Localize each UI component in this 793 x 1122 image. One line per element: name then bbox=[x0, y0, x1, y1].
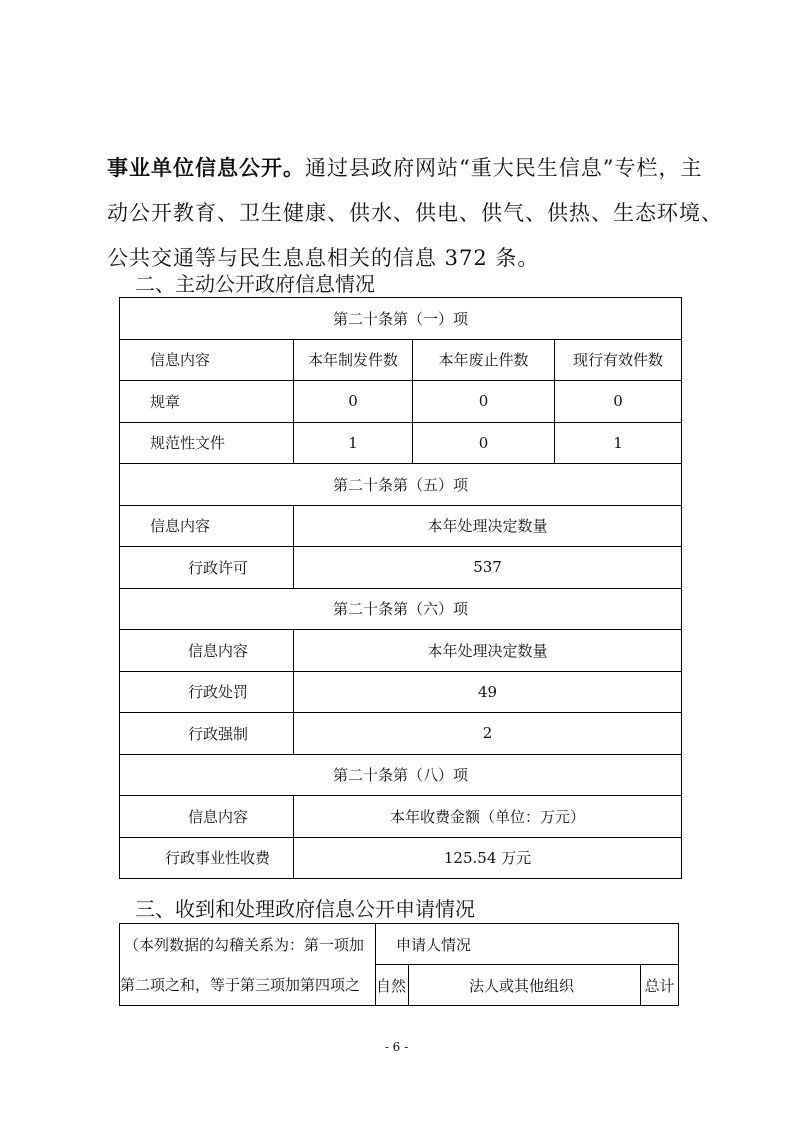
col-legal: 法人或其他组织 bbox=[409, 965, 641, 1006]
col-total: 总计 bbox=[641, 965, 679, 1006]
table-row bbox=[120, 547, 682, 589]
cell-issued: 1 bbox=[294, 422, 413, 464]
paragraph-lead: 事业单位信息公开。 bbox=[107, 156, 305, 180]
col-header-amount: 本年收费金额（单位：万元） bbox=[294, 796, 682, 838]
table-row bbox=[120, 422, 682, 464]
table-row bbox=[120, 837, 682, 879]
col-header-count: 本年处理决定数量 bbox=[294, 505, 682, 547]
section3-title: 三、收到和处理政府信息公开申请情况 bbox=[135, 897, 475, 921]
row-label: 行政强制 bbox=[120, 713, 294, 755]
cell-count: 537 bbox=[294, 547, 682, 589]
paragraph-line1: 通过县政府网站“重大民生信息”专栏，主 bbox=[305, 156, 703, 180]
cell-count: 2 bbox=[294, 713, 682, 755]
col-header-issued: 本年制发件数 bbox=[294, 339, 413, 381]
note-line1: （本列数据的勾稽关系为：第一项加 bbox=[120, 924, 376, 965]
row-label: 规章 bbox=[120, 381, 294, 423]
cell-valid: 0 bbox=[555, 381, 682, 423]
row-label: 规范性文件 bbox=[120, 422, 294, 464]
cell-issued: 0 bbox=[294, 381, 413, 423]
paragraph-line3: 公共交通等与民生息息相关的信息 372 条。 bbox=[107, 246, 540, 270]
section-title-item5: 第二十条第（五）项 bbox=[120, 464, 682, 506]
proactive-disclosure-table bbox=[119, 297, 682, 879]
row-label: 行政许可 bbox=[120, 547, 294, 589]
col-header-content: 信息内容 bbox=[120, 505, 294, 547]
col-header-content: 信息内容 bbox=[120, 339, 294, 381]
section-title-item1: 第二十条第（一）项 bbox=[120, 298, 682, 340]
cell-count: 49 bbox=[294, 671, 682, 713]
row-label: 行政处罚 bbox=[120, 671, 294, 713]
cell-abolished: 0 bbox=[413, 381, 555, 423]
table-row bbox=[120, 381, 682, 423]
applicant-header: 申请人情况 bbox=[376, 924, 679, 965]
col-header-count: 本年处理决定数量 bbox=[294, 630, 682, 672]
cell-valid: 1 bbox=[555, 422, 682, 464]
table-row bbox=[120, 713, 682, 755]
col-header-content: 信息内容 bbox=[120, 630, 294, 672]
col-natural: 自然 bbox=[376, 965, 409, 1006]
col-header-abolished: 本年废止件数 bbox=[413, 339, 555, 381]
note-line2: 第二项之和，等于第三项加第四项之 bbox=[120, 965, 376, 1006]
section2-title: 二、主动公开政府信息情况 bbox=[135, 272, 375, 296]
cell-amount: 125.54 万元 bbox=[294, 837, 682, 879]
paragraph-line2: 动公开教育、卫生健康、供水、供电、供气、供热、生态环境、 bbox=[107, 201, 723, 225]
table-row bbox=[120, 671, 682, 713]
col-header-valid: 现行有效件数 bbox=[555, 339, 682, 381]
cell-abolished: 0 bbox=[413, 422, 555, 464]
col-header-content: 信息内容 bbox=[120, 796, 294, 838]
row-label: 行政事业性收费 bbox=[120, 837, 294, 879]
application-table bbox=[119, 923, 679, 1006]
section-title-item6: 第二十条第（六）项 bbox=[120, 588, 682, 630]
section-title-item8: 第二十条第（八）项 bbox=[120, 754, 682, 796]
page-number: - 6 - bbox=[384, 1040, 409, 1054]
intro-paragraph bbox=[107, 146, 723, 281]
